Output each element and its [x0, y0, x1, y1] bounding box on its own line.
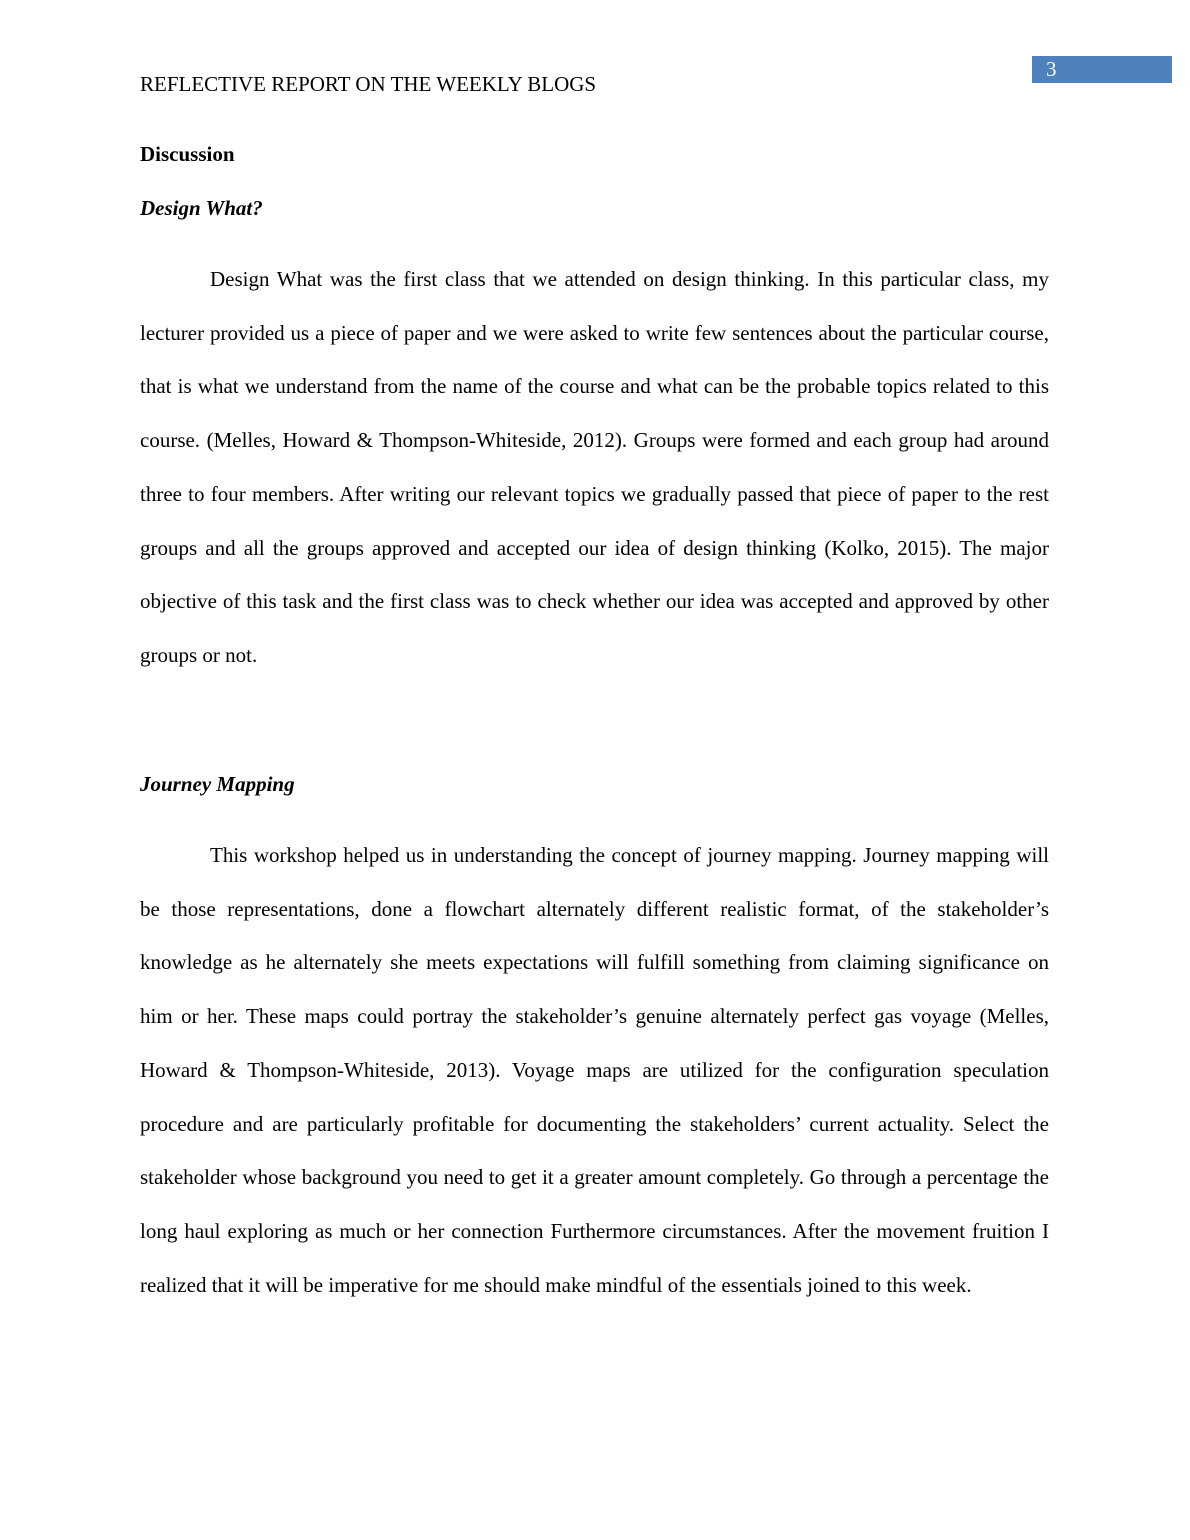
page-number: 3 — [1046, 57, 1057, 81]
subheading-journey-mapping: Journey Mapping — [140, 772, 295, 796]
section-heading-discussion: Discussion — [140, 142, 235, 166]
running-head: REFLECTIVE REPORT ON THE WEEKLY BLOGS — [140, 72, 597, 96]
page-number-box — [1032, 56, 1172, 83]
paragraph-design-what: Design What was the first class that we attended on design thinking. In this particular class, my lecturer provided us a piece of paper and we were asked to write few sentences about the particular course, that is what we understand from the name of the course and what can be the probable topics related to this course. (Melles, Howard & Thompson-Whiteside, 2012). Groups were formed and each group had around three to four members. After writing our relevant topics we gradually passed that piece of paper to the rest groups and all the groups approved and accepted our idea of design thinking (Kolko, 2015). The major objective of this task and the first class was to check whether our idea was accepted and approved by other groups or not. — [140, 267, 1049, 667]
paragraph-journey-mapping: This workshop helped us in understanding the concept of journey mapping. Journey mapping will be those representations, done a flowchart alternately different realistic format, of the stakeholder’s knowledge as he alternately she meets expectations will fulfill something from claiming significance on him or her. These maps could portray the stakeholder’s genuine alternately perfect gas voyage (Melles, Howard & Thompson-Whiteside, 2013). Voyage maps are utilized for the configuration speculation procedure and are particularly profitable for documenting the stakeholders’ current actuality. Select the stakeholder whose background you need to get it a greater amount completely. Go through a percentage the long haul exploring as much or her connection Furthermore circumstances. After the movement fruition I realized that it will be imperative for me should make mindful of the essentials joined to this week. — [140, 843, 1049, 1297]
subheading-design-what: Design What? — [140, 196, 263, 220]
